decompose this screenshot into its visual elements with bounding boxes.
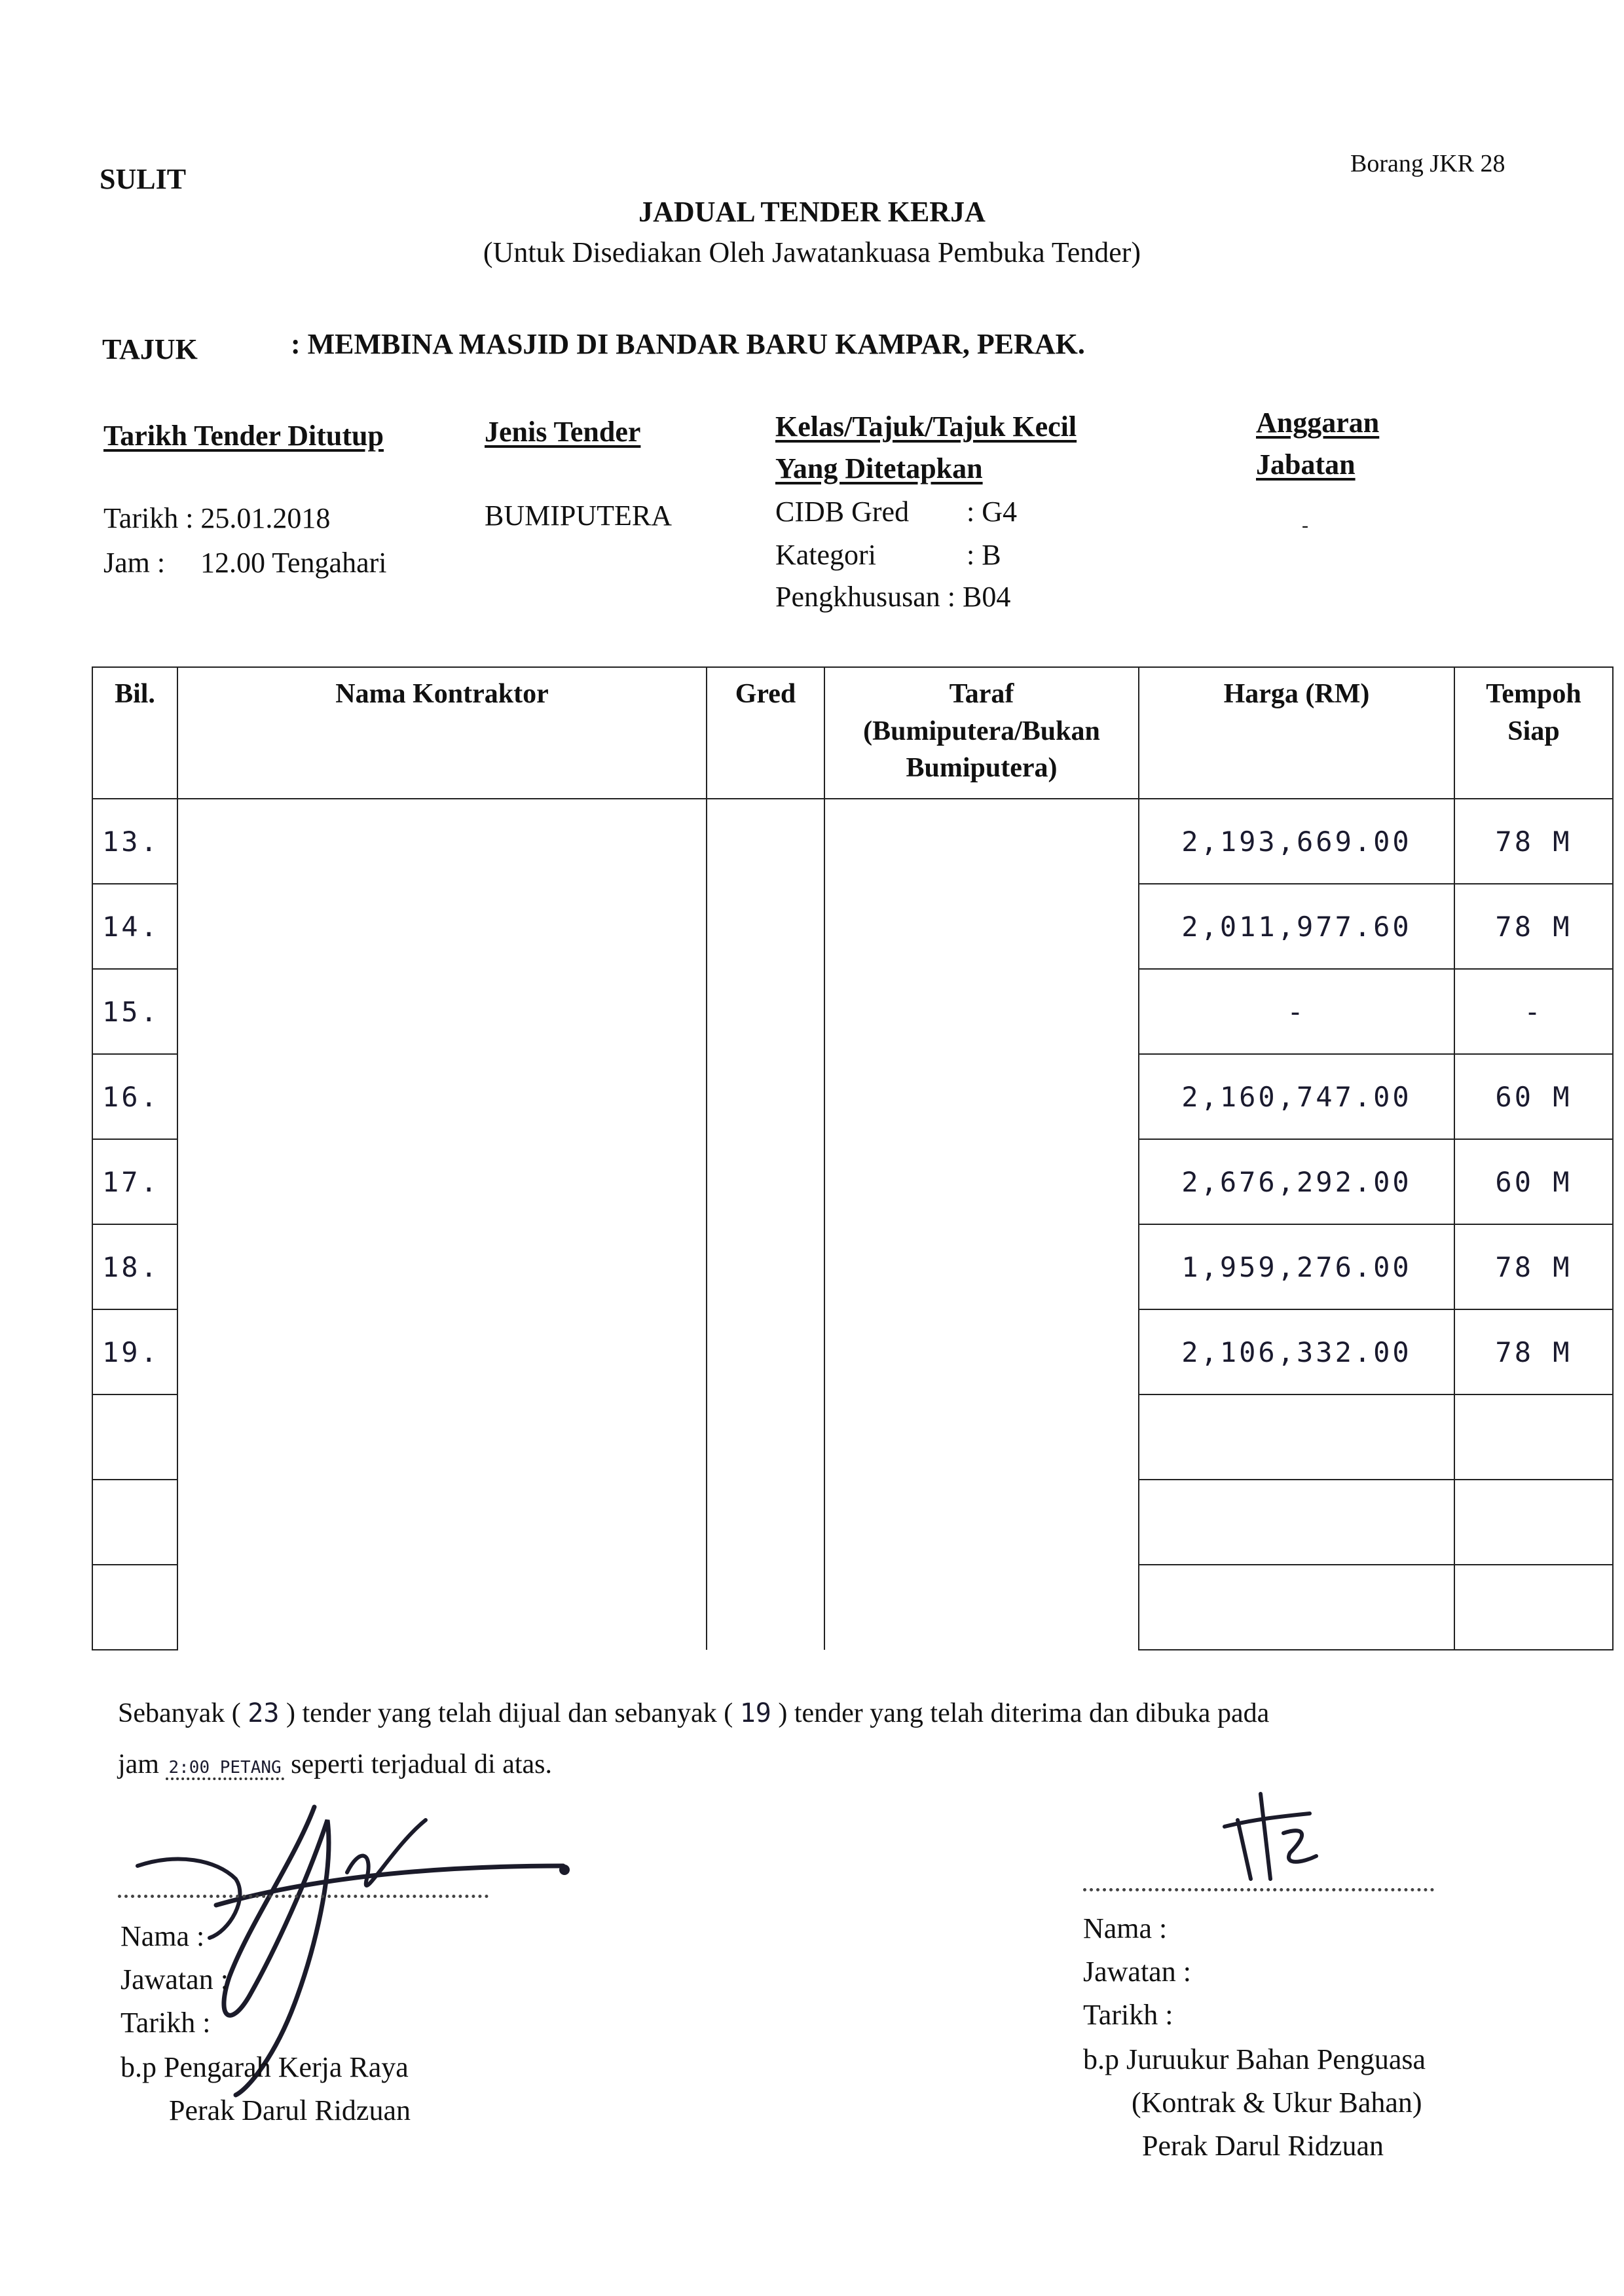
row-harga [1139,1394,1454,1480]
row-tempoh: 60 M [1454,1139,1613,1224]
row-taraf [824,1224,1139,1309]
row-bil [92,1480,177,1565]
tender-table [92,666,1614,1650]
row-taraf [824,884,1139,969]
right-org-3: Perak Darul Ridzuan [1142,2130,1384,2162]
row-bil: 17. [92,1139,177,1224]
row-taraf [824,1309,1139,1394]
row-harga: 2,106,332.00 [1139,1309,1454,1394]
summary-part1: Sebanyak ( [118,1698,241,1728]
header-tempoh-1: Tempoh [1486,679,1581,709]
row-nama [177,1309,707,1394]
row-bil [92,1394,177,1480]
right-signature-initials-icon [1211,1781,1342,1892]
left-tarikh: Tarikh : [120,2007,211,2039]
type-heading: Jenis Tender [485,416,641,448]
type-value: BUMIPUTERA [485,500,673,532]
row-taraf [824,969,1139,1054]
anggaran-heading-1: Anggaran [1256,407,1380,439]
row-gred [707,1565,824,1650]
row-bil: 18. [92,1224,177,1309]
table-header-row [92,667,1613,799]
row-tempoh: 78 M [1454,884,1613,969]
table-row [92,1394,1613,1480]
right-org-1: b.p Juruukur Bahan Penguasa [1083,2043,1426,2075]
summary-part5: seperti terjadual di atas. [291,1749,553,1779]
row-harga [1139,1480,1454,1565]
header-taraf-1: Taraf [949,679,1014,709]
table-row [92,1139,1613,1224]
row-bil [92,1565,177,1650]
row-tempoh: - [1454,969,1613,1054]
row-gred [707,1480,824,1565]
summary-line-2 [118,1748,552,1781]
row-nama [177,1394,707,1480]
row-harga: 2,160,747.00 [1139,1054,1454,1139]
row-harga: 1,959,276.00 [1139,1224,1454,1309]
cidb-label: CIDB Gred [775,496,910,528]
tajuk-label: TAJUK [102,333,198,365]
summary-time: 2:00 PETANG [166,1758,284,1780]
row-gred [707,1054,824,1139]
row-bil: 16. [92,1054,177,1139]
summary-line-1 [118,1697,1269,1730]
class-heading-2: Yang Ditetapkan [775,452,983,484]
left-org-1: b.p Pengarah Kerja Raya [120,2051,409,2083]
row-tempoh: 60 M [1454,1054,1613,1139]
form-code: Borang JKR 28 [1350,150,1505,177]
tajuk-value: : MEMBINA MASJID DI BANDAR BARU KAMPAR, PERAK. [291,328,1085,360]
pengkhususan: Pengkhususan : B04 [775,581,1011,613]
row-tempoh: 78 M [1454,799,1613,884]
row-nama [177,969,707,1054]
row-bil: 13. [92,799,177,884]
header-taraf [824,667,1139,799]
table-row [92,884,1613,969]
right-nama: Nama : [1083,1912,1168,1944]
kategori-value: : B [967,539,1001,571]
row-nama [177,799,707,884]
table-row [92,1309,1613,1394]
right-tarikh: Tarikh : [1083,1999,1173,2031]
header-gred: Gred [707,667,824,799]
row-gred [707,1394,824,1480]
closed-date: Tarikh : 25.01.2018 [103,502,331,534]
left-jawatan: Jawatan : [120,1963,229,1995]
header-taraf-2: (Bumiputera/Bukan [863,716,1100,746]
row-gred [707,1224,824,1309]
page-subtitle: (Untuk Disediakan Oleh Jawatankuasa Pembuka Tender) [483,236,1141,268]
row-tempoh: 78 M [1454,1309,1613,1394]
row-gred [707,1309,824,1394]
row-harga: 2,193,669.00 [1139,799,1454,884]
header-nama: Nama Kontraktor [177,667,707,799]
row-gred [707,799,824,884]
row-bil: 15. [92,969,177,1054]
row-tempoh [1454,1394,1613,1480]
row-bil: 14. [92,884,177,969]
row-harga: - [1139,969,1454,1054]
row-tempoh: 78 M [1454,1224,1613,1309]
row-bil: 19. [92,1309,177,1394]
summary-part4: jam [118,1749,159,1779]
row-gred [707,969,824,1054]
header-tempoh [1454,667,1613,799]
summary-part3: ) tender yang telah diterima dan dibuka pada [778,1698,1270,1728]
row-nama [177,1224,707,1309]
table-row [92,1480,1613,1565]
right-jawatan: Jawatan : [1083,1956,1191,1988]
row-nama [177,884,707,969]
header-harga: Harga (RM) [1139,667,1454,799]
row-taraf [824,1480,1139,1565]
row-nama [177,1054,707,1139]
table-row [92,1224,1613,1309]
summary-received: 19 [739,1698,771,1728]
left-org-2: Perak Darul Ridzuan [169,2094,411,2126]
class-heading-1: Kelas/Tajuk/Tajuk Kecil [775,410,1077,443]
anggaran-value: - [1302,515,1308,536]
row-taraf [824,1394,1139,1480]
kategori-label: Kategori [775,539,876,571]
table-row [92,799,1613,884]
left-nama: Nama : [120,1920,205,1952]
right-signature-line [1083,1888,1434,1891]
row-taraf [824,1054,1139,1139]
summary-part2: ) tender yang telah dijual dan sebanyak ( [286,1698,733,1728]
cidb-value: : G4 [967,496,1017,528]
row-nama [177,1480,707,1565]
classification-label: SULIT [100,163,187,195]
row-tempoh [1454,1565,1613,1650]
summary-sold: 23 [248,1698,280,1728]
row-gred [707,884,824,969]
header-tempoh-2: Siap [1507,716,1560,746]
row-gred [707,1139,824,1224]
header-bil: Bil. [92,667,177,799]
row-taraf [824,799,1139,884]
anggaran-heading-2: Jabatan [1256,448,1356,481]
row-harga: 2,676,292.00 [1139,1139,1454,1224]
row-harga [1139,1565,1454,1650]
table-row [92,1565,1613,1650]
closed-time-value: 12.00 Tengahari [200,547,387,579]
row-taraf [824,1139,1139,1224]
table-row [92,1054,1613,1139]
row-harga: 2,011,977.60 [1139,884,1454,969]
row-nama [177,1139,707,1224]
header-taraf-3: Bumiputera) [906,753,1058,784]
row-tempoh [1454,1480,1613,1565]
table-row [92,969,1613,1054]
page-title: JADUAL TENDER KERJA [638,196,986,228]
right-org-2: (Kontrak & Ukur Bahan) [1132,2086,1422,2119]
closed-heading: Tarikh Tender Ditutup [103,420,384,452]
row-taraf [824,1565,1139,1650]
left-signature-line [118,1895,489,1898]
row-nama [177,1565,707,1650]
closed-time-label: Jam : [103,547,166,579]
